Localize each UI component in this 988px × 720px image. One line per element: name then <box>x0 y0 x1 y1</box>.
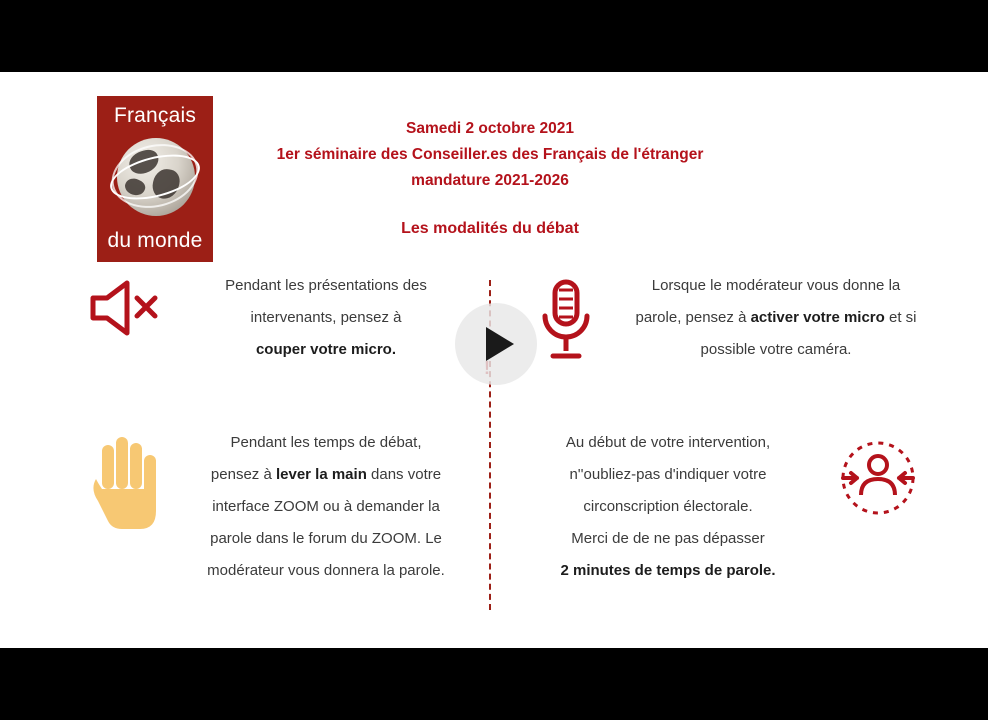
block-unmute-text <box>620 270 932 366</box>
hand-line-1: Pendant les temps de débat, <box>230 434 422 451</box>
block-unmute <box>512 270 932 366</box>
intro-line-2: n''oubliez-pas d'indiquer votre <box>569 466 767 483</box>
header-line-1: Samedi 2 octobre 2021 <box>406 120 574 137</box>
hand-line-2c: dans votre <box>366 466 442 483</box>
person-constituency-icon <box>824 427 932 521</box>
intro-line-5: 2 minutes de temps de parole. <box>560 562 776 579</box>
block-mute <box>72 270 472 366</box>
play-icon <box>486 327 514 361</box>
unmute-line-2b: activer votre micro <box>750 309 885 326</box>
unmute-line-3: possible votre caméra. <box>700 341 852 358</box>
block-introduce <box>512 427 932 587</box>
hand-line-2b: lever la main <box>275 466 367 483</box>
logo-bottom-text: du monde <box>107 228 203 252</box>
play-button[interactable] <box>455 303 537 385</box>
block-raise-hand <box>72 427 472 587</box>
header-line-3: mandature 2021-2026 <box>411 172 569 189</box>
header-subtitle: Les modalités du débat <box>401 220 579 237</box>
block-introduce-text <box>512 427 824 587</box>
hand-line-5: modérateur vous donnera la parole. <box>207 562 445 579</box>
header-line-2: 1er séminaire des Conseiller.es des Français de l'étranger <box>276 146 704 163</box>
mute-line-1: Pendant les présentations des <box>225 277 427 294</box>
mute-line-3: couper votre micro. <box>255 341 397 358</box>
hand-line-3: interface ZOOM ou à demander la <box>212 498 440 515</box>
unmute-line-2c: et si <box>884 309 917 326</box>
speaker-mute-icon <box>72 270 180 338</box>
intro-line-4: Merci de de ne pas dépasser <box>571 530 765 547</box>
mute-line-2: intervenants, pensez à <box>250 309 402 326</box>
intro-line-1: Au début de votre intervention, <box>565 434 771 451</box>
globe-icon <box>109 135 201 221</box>
logo-francais-du-monde <box>97 96 213 262</box>
hand-line-4: parole dans le forum du ZOOM. Le <box>210 530 442 547</box>
unmute-line-1: Lorsque le modérateur vous donne la <box>651 277 901 294</box>
block-raise-hand-text <box>180 427 472 587</box>
raised-hand-icon <box>72 427 180 531</box>
hand-line-2a: pensez à <box>210 466 276 483</box>
slide-header <box>230 116 750 242</box>
block-mute-text <box>180 270 472 366</box>
logo-top-text: Français <box>113 104 197 127</box>
intro-line-3: circonscription électorale. <box>583 498 753 515</box>
unmute-line-2a: parole, pensez à <box>635 309 751 326</box>
